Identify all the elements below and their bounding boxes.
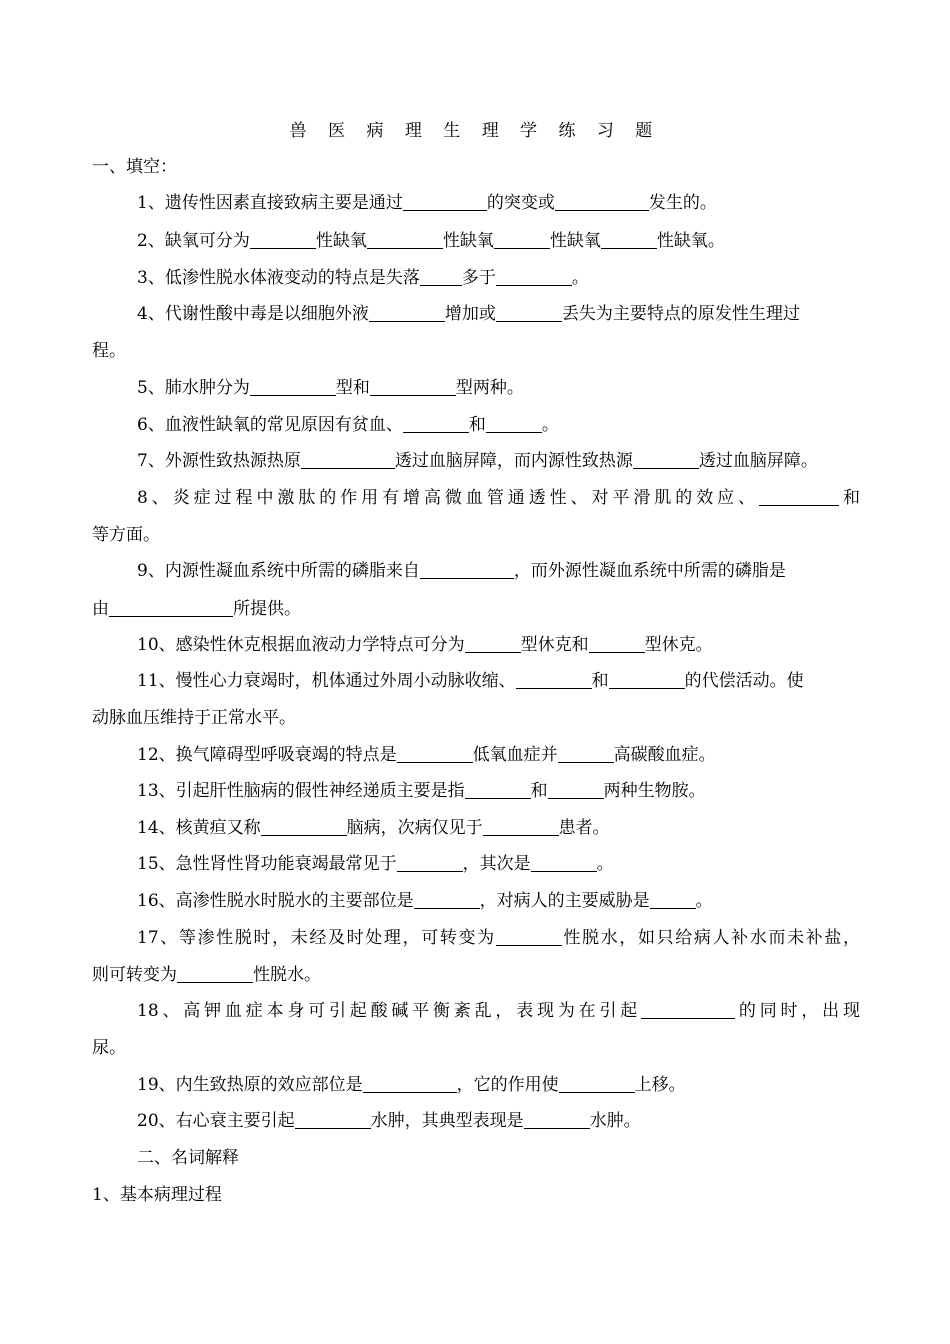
question-text: 性缺氧 (315, 231, 367, 251)
question-20 (137, 1106, 860, 1131)
question-4-continued (92, 336, 860, 361)
answer-blank (177, 965, 253, 983)
question-13 (137, 776, 860, 801)
question-text: 丢失为主要特点的原发性生理过 (561, 304, 800, 324)
section-heading-terms: 二、名词解释 (137, 1148, 239, 1168)
answer-blank (403, 415, 469, 433)
answer-blank (261, 818, 347, 836)
question-text: 性缺氧 (549, 231, 601, 251)
answer-blank (250, 378, 336, 396)
question-18 (137, 996, 860, 1021)
answer-blank (420, 561, 514, 579)
question-7 (137, 446, 860, 471)
question-text: 高碳酸血症。 (613, 745, 716, 765)
question-text: 7、外源性致热源热原 (137, 451, 301, 471)
section-heading-fill-blank: 一、填空： (92, 157, 177, 177)
question-text: 性缺氧 (442, 231, 494, 251)
question-text: 的同时，出现 (735, 1001, 860, 1021)
answer-blank (363, 1075, 457, 1093)
question-text: 的突变或 (486, 193, 555, 213)
question-text: 2、缺氧可分为 (137, 231, 250, 251)
question-text: 性脱水，如只给病人补水而未补盐， (561, 928, 861, 948)
question-text: 。 (571, 268, 589, 288)
question-text: 5、肺水肿分为 (137, 378, 250, 398)
question-10 (137, 630, 860, 655)
question-text: 和 (530, 781, 548, 801)
question-3 (137, 263, 860, 288)
question-text: 透过血脑屏障，而内源性致热源 (394, 451, 633, 471)
question-11-continued (92, 703, 860, 728)
question-text: 水肿。 (589, 1111, 641, 1131)
question-4 (137, 299, 860, 324)
question-text: 和 (839, 488, 860, 508)
question-17-continued (92, 960, 860, 985)
question-text: 19、内生致热原的效应部位是 (137, 1075, 363, 1095)
answer-blank (496, 304, 562, 322)
question-19 (137, 1070, 860, 1095)
question-14 (137, 813, 860, 838)
answer-blank (759, 488, 839, 506)
question-text: 水肿，其典型表现是 (370, 1111, 524, 1131)
answer-blank (516, 671, 592, 689)
answer-blank (548, 781, 604, 799)
term-1: 1、基本病理过程 (92, 1185, 222, 1205)
question-text: 脑病，次病仅见于 (346, 818, 483, 838)
question-1 (137, 188, 860, 213)
question-text: 透过血脑屏障。 (698, 451, 818, 471)
answer-blank (295, 1111, 371, 1129)
question-text: 9、内源性凝血系统中所需的磷脂来自 (137, 561, 420, 581)
answer-blank (397, 854, 463, 872)
question-2 (137, 226, 860, 251)
question-text: 3、低渗性脱水体液变动的特点是失落 (137, 268, 420, 288)
question-text: 8、炎症过程中激肽的作用有增高微血管通透性、对平滑肌的效应、 (137, 488, 760, 508)
answer-blank (601, 231, 657, 249)
question-5 (137, 373, 860, 398)
answer-blank (414, 891, 480, 909)
question-text: 17、等渗性脱时，未经及时处理，可转变为 (137, 928, 496, 948)
question-text: 患者。 (558, 818, 610, 838)
question-text: 两种生物胺。 (603, 781, 706, 801)
question-text: 12、换气障碍型呼吸衰竭的特点是 (137, 745, 397, 765)
answer-blank (531, 854, 597, 872)
question-6 (137, 410, 860, 435)
question-8-continued (92, 520, 860, 545)
question-text: 发生的。 (648, 193, 717, 213)
question-text: 10、感染性休克根据血液动力学特点可分为 (137, 635, 465, 655)
question-text: 多于 (461, 268, 496, 288)
answer-blank (641, 1001, 735, 1019)
question-9 (137, 556, 860, 581)
question-text: 尿。 (92, 1038, 126, 1058)
question-text: 所提供。 (233, 599, 301, 619)
answer-blank (494, 231, 550, 249)
answer-blank (486, 415, 542, 433)
question-text: 14、核黄疸又称 (137, 818, 261, 838)
question-text: 。 (596, 854, 614, 874)
answer-blank (109, 599, 233, 617)
question-text: 动脉血压维持于正常水平。 (92, 708, 296, 728)
question-text: 等方面。 (92, 525, 160, 545)
answer-blank (633, 451, 699, 469)
question-text: 性缺氧。 (656, 231, 725, 251)
question-text: 程。 (92, 341, 126, 361)
question-text: 型休克和 (520, 635, 589, 655)
question-text: 低氧血症并 (472, 745, 558, 765)
question-text: 上移。 (634, 1075, 686, 1095)
answer-blank (555, 193, 649, 211)
question-text: 4、代谢性酸中毒是以细胞外液 (137, 304, 369, 324)
answer-blank (250, 231, 316, 249)
question-text: 11、慢性心力衰竭时，机体通过外周小动脉收缩、 (137, 671, 516, 691)
question-text: 增加或 (444, 304, 496, 324)
answer-blank (369, 304, 445, 322)
answer-blank (420, 268, 462, 286)
question-8 (137, 483, 860, 508)
answer-blank (558, 745, 614, 763)
question-9-continued (92, 594, 860, 619)
question-text: 13、引起肝性脑病的假性神经递质主要是指 (137, 781, 465, 801)
question-12 (137, 740, 860, 765)
question-16 (137, 886, 860, 911)
answer-blank (589, 635, 645, 653)
question-text: ，它的作用使 (456, 1075, 559, 1095)
question-text: 型两种。 (455, 378, 524, 398)
question-text: 6、血液性缺氧的常见原因有贫血、 (137, 415, 403, 435)
question-11 (137, 666, 860, 691)
answer-blank (465, 781, 531, 799)
question-text: ，而外源性凝血系统中所需的磷脂是 (513, 561, 786, 581)
question-text: 由 (92, 599, 109, 619)
answer-blank (370, 378, 456, 396)
question-text: 1、遗传性因素直接致病主要是通过 (137, 193, 403, 213)
question-text: 和 (591, 671, 609, 691)
answer-blank (496, 268, 572, 286)
question-text: 性脱水。 (253, 965, 321, 985)
question-18-continued (92, 1033, 860, 1058)
answer-blank (367, 231, 443, 249)
answer-blank (397, 745, 473, 763)
question-text: 型和 (335, 378, 370, 398)
question-text: 和 (468, 415, 486, 435)
question-text: 16、高渗性脱水时脱水的主要部位是 (137, 891, 414, 911)
answer-blank (403, 193, 487, 211)
question-text: 15、急性肾性肾功能衰竭最常见于 (137, 854, 397, 874)
page-title: 兽 医 病 理 生 理 学 练 习 题 (289, 121, 661, 141)
answer-blank (483, 818, 559, 836)
question-text: 20、右心衰主要引起 (137, 1111, 295, 1131)
answer-blank (496, 928, 562, 946)
question-text: 型休克。 (644, 635, 713, 655)
answer-blank (559, 1075, 635, 1093)
question-text: 18、高钾血症本身可引起酸碱平衡紊乱，表现为在引起 (137, 1001, 642, 1021)
answer-blank (301, 451, 395, 469)
question-text: ，对病人的主要威胁是 (479, 891, 650, 911)
answer-blank (650, 891, 696, 909)
question-text: 。 (541, 415, 559, 435)
question-17 (137, 923, 860, 948)
answer-blank (465, 635, 521, 653)
question-text: 。 (695, 891, 713, 911)
answer-blank (609, 671, 685, 689)
question-text: 则可转变为 (92, 965, 177, 985)
question-text: ，其次是 (462, 854, 531, 874)
question-text: 的代偿活动。使 (684, 671, 804, 691)
question-15 (137, 849, 860, 874)
answer-blank (524, 1111, 590, 1129)
